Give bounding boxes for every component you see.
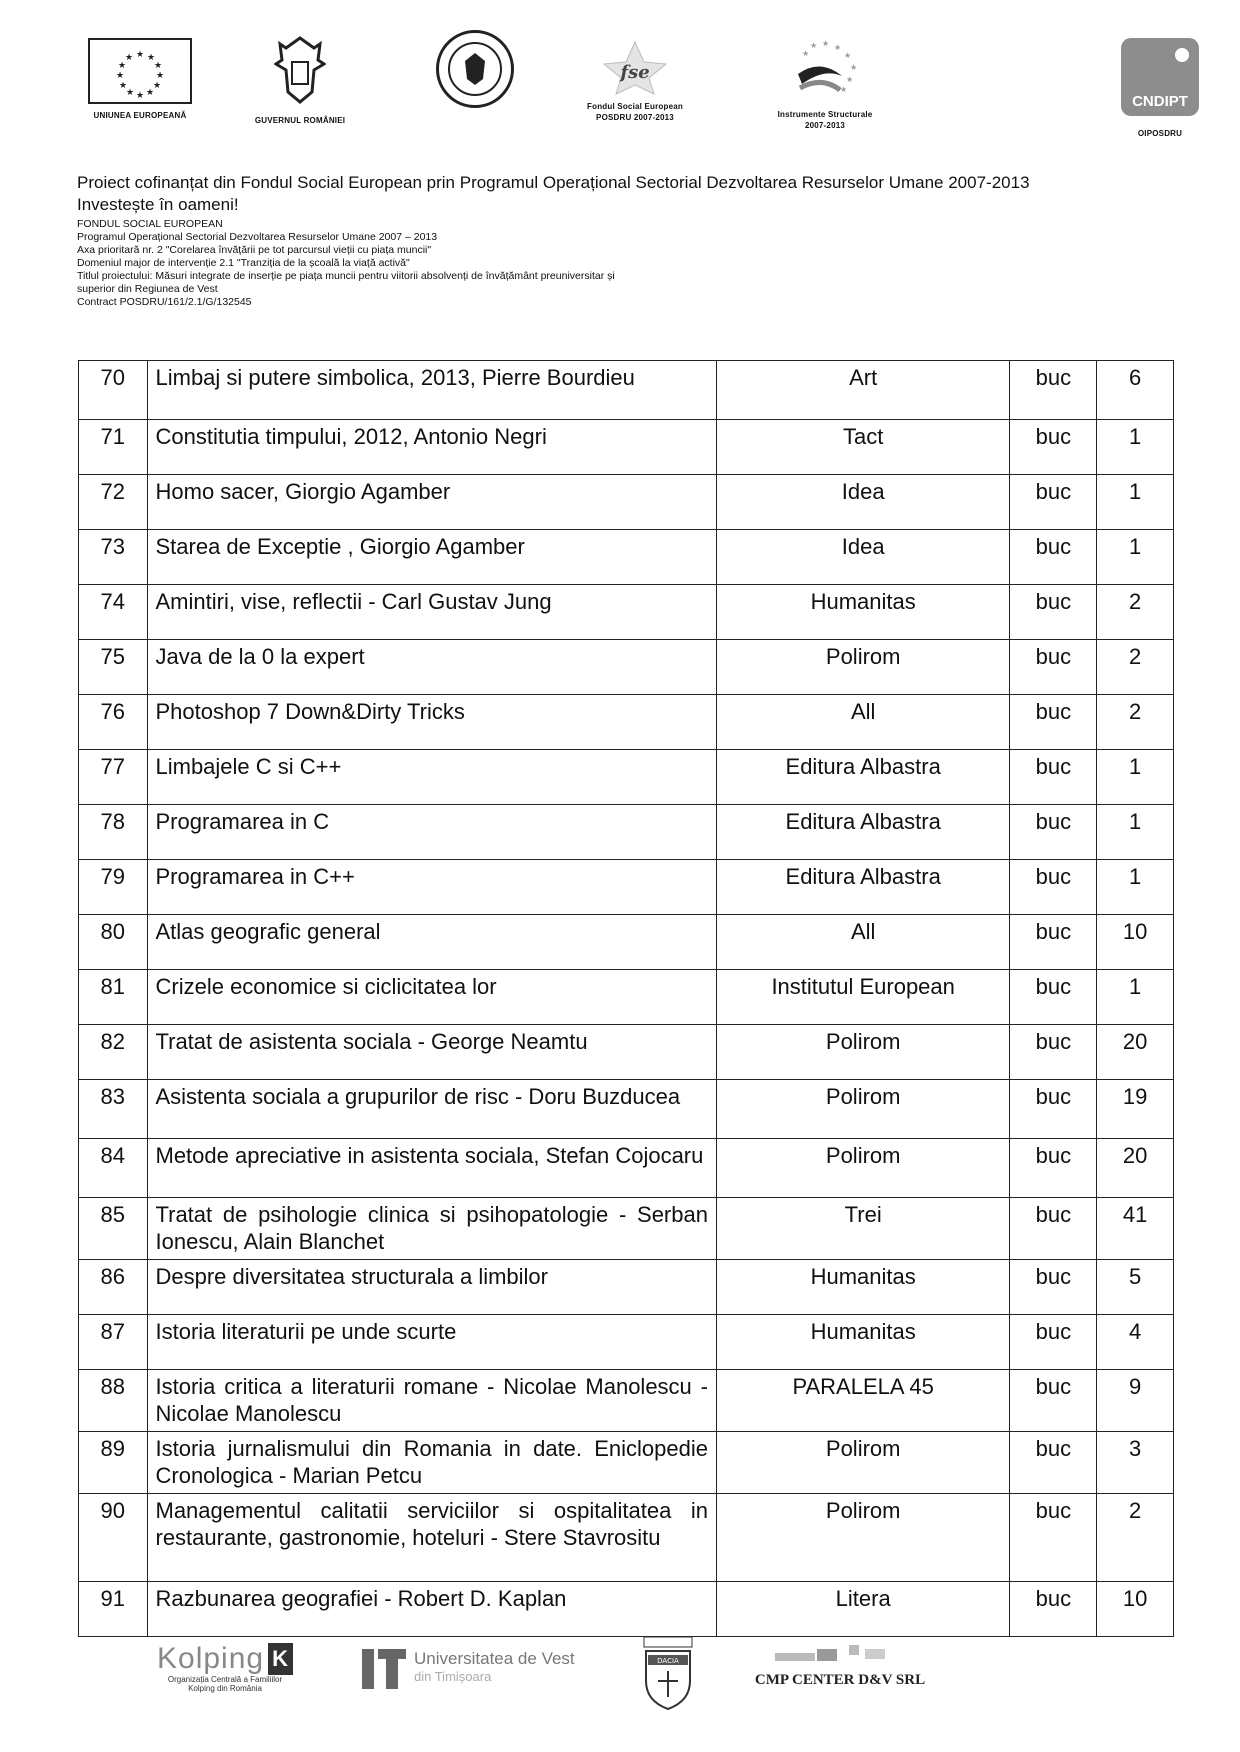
publisher: Polirom	[716, 1139, 1009, 1198]
book-title: Amintiri, vise, reflectii - Carl Gustav Jung	[147, 585, 716, 640]
fse-caption-2: POSDRU 2007-2013	[596, 113, 674, 122]
publisher: Polirom	[716, 1432, 1009, 1494]
svg-text:★: ★	[145, 88, 155, 98]
book-title: Programarea in C	[147, 805, 716, 860]
publisher: Idea	[716, 530, 1009, 585]
row-number: 77	[79, 750, 148, 805]
svg-text:★: ★	[844, 51, 852, 60]
publisher: Tact	[716, 420, 1009, 475]
book-title: Starea de Exceptie , Giorgio Agamber	[147, 530, 716, 585]
svg-text:★: ★	[124, 53, 134, 63]
dacia-label: DACIA	[657, 1657, 679, 1665]
dacia-crest-icon	[640, 1635, 696, 1711]
gov-caption: GUVERNUL ROMÂNIEI	[254, 116, 346, 125]
unit: buc	[1010, 1198, 1097, 1260]
fse-logo	[570, 40, 700, 123]
publisher: Art	[716, 361, 1009, 420]
kolping-logo	[140, 1643, 310, 1693]
quantity: 9	[1097, 1370, 1174, 1432]
table-row	[79, 640, 1174, 695]
oiposdru-caption: OIPOSDRU	[1137, 129, 1183, 138]
detail-line: Domeniul major de intervenție 2.1 "Tranziția de la școală la viață activă"	[77, 257, 410, 269]
detail-line: Titlul proiectului: Măsuri integrate de inserție pe piața muncii pentru viitorii absolvenți de învățământ preuniversitar și	[77, 270, 615, 282]
structural-instruments-icon	[780, 38, 870, 104]
quantity: 20	[1097, 1025, 1174, 1080]
svg-text:★: ★	[810, 41, 818, 50]
unit: buc	[1010, 420, 1097, 475]
book-title: Despre diversitatea structurala a limbilor	[147, 1260, 716, 1315]
table-row	[79, 970, 1174, 1025]
fse-mark: fse	[620, 62, 650, 83]
book-title: Java de la 0 la expert	[147, 640, 716, 695]
row-number: 87	[79, 1315, 148, 1370]
project-header	[77, 172, 1177, 309]
book-title: Metode apreciative in asistenta sociala, Stefan Cojocaru	[147, 1139, 716, 1198]
publisher: Editura Albastra	[716, 750, 1009, 805]
cndipt-mark: CNDIPT	[1132, 93, 1188, 110]
svg-text:★: ★	[822, 39, 830, 48]
publisher: Humanitas	[716, 1315, 1009, 1370]
uvt-city: din Timișoara	[414, 1669, 492, 1684]
svg-text:★: ★	[850, 63, 858, 72]
detail-line: Programul Operațional Sectorial Dezvoltarea Resurselor Umane 2007 – 2013	[77, 231, 438, 243]
publisher: Polirom	[716, 1025, 1009, 1080]
table-row	[79, 1370, 1174, 1432]
table-row	[79, 1582, 1174, 1637]
row-number: 81	[79, 970, 148, 1025]
unit: buc	[1010, 585, 1097, 640]
is-caption-1: Instrumente Structurale	[777, 110, 873, 119]
fse-star-icon	[600, 40, 670, 96]
book-list-table	[78, 360, 1174, 1637]
svg-text:★: ★	[146, 53, 156, 63]
publisher: Polirom	[716, 640, 1009, 695]
book-title: Limbaj si putere simbolica, 2013, Pierre Bourdieu	[147, 361, 716, 420]
row-number: 89	[79, 1432, 148, 1494]
row-number: 78	[79, 805, 148, 860]
book-title: Managementul calitatii serviciilor si ospitalitatea in restaurante, gastronomie, hoteluri - Stere Stavrositu	[147, 1494, 716, 1582]
quantity: 1	[1097, 750, 1174, 805]
romanian-seal-icon	[436, 30, 514, 108]
detail-line: Axa prioritară nr. 2 "Corelarea învățării pe tot parcursul vieții cu piața muncii"	[77, 244, 432, 256]
svg-text:★: ★	[135, 50, 145, 60]
cmp-logo	[740, 1643, 940, 1689]
eu-logo	[80, 38, 200, 121]
book-title: Programarea in C++	[147, 860, 716, 915]
book-title: Istoria literaturii pe unde scurte	[147, 1315, 716, 1370]
unit: buc	[1010, 640, 1097, 695]
book-title: Limbajele C si C++	[147, 750, 716, 805]
table-row	[79, 695, 1174, 750]
quantity: 20	[1097, 1139, 1174, 1198]
svg-text:★: ★	[118, 81, 128, 91]
quantity: 1	[1097, 420, 1174, 475]
cndipt-icon	[1121, 38, 1199, 116]
slogan-line: Investește în oameni!	[77, 195, 239, 214]
book-title: Constitutia timpului, 2012, Antonio Negri	[147, 420, 716, 475]
row-number: 70	[79, 361, 148, 420]
quantity: 1	[1097, 805, 1174, 860]
svg-text:★: ★	[115, 71, 125, 81]
table-row	[79, 750, 1174, 805]
uvt-logo	[360, 1645, 600, 1693]
gov-logo	[240, 34, 360, 126]
unit: buc	[1010, 1494, 1097, 1582]
svg-text:★: ★	[125, 88, 135, 98]
publisher: All	[716, 695, 1009, 750]
unit: buc	[1010, 530, 1097, 585]
partner-logos-footer	[0, 1635, 1240, 1725]
svg-text:★: ★	[846, 75, 854, 84]
seal-logo	[430, 30, 520, 108]
book-title: Razbunarea geografiei - Robert D. Kaplan	[147, 1582, 716, 1637]
cmp-name: CMP CENTER D&V SRL	[754, 1672, 926, 1688]
quantity: 10	[1097, 1582, 1174, 1637]
publisher: Idea	[716, 475, 1009, 530]
unit: buc	[1010, 695, 1097, 750]
table-row	[79, 1198, 1174, 1260]
kolping-sub-1: Organizația Centrală a Familiilor	[167, 1675, 283, 1684]
row-number: 76	[79, 695, 148, 750]
unit: buc	[1010, 475, 1097, 530]
book-title: Istoria jurnalismului din Romania in date. Eniclopedie Cronologica - Marian Petcu	[147, 1432, 716, 1494]
quantity: 4	[1097, 1315, 1174, 1370]
kolping-k-icon: K	[268, 1643, 293, 1675]
table-row	[79, 1494, 1174, 1582]
row-number: 84	[79, 1139, 148, 1198]
table-row	[79, 805, 1174, 860]
eu-flag-icon	[88, 38, 192, 104]
svg-text:★: ★	[840, 85, 848, 94]
partner-logos-header	[0, 30, 1240, 160]
coat-of-arms-icon	[274, 34, 326, 106]
row-number: 90	[79, 1494, 148, 1582]
cndipt-logo	[1105, 38, 1215, 139]
is-caption-2: 2007-2013	[804, 121, 846, 130]
row-number: 91	[79, 1582, 148, 1637]
unit: buc	[1010, 1260, 1097, 1315]
row-number: 80	[79, 915, 148, 970]
unit: buc	[1010, 361, 1097, 420]
table-row	[79, 475, 1174, 530]
book-title: Homo sacer, Giorgio Agamber	[147, 475, 716, 530]
quantity: 1	[1097, 475, 1174, 530]
row-number: 86	[79, 1260, 148, 1315]
table-row	[79, 1025, 1174, 1080]
quantity: 6	[1097, 361, 1174, 420]
svg-text:★: ★	[153, 61, 163, 71]
cmp-bars-icon	[755, 1643, 925, 1667]
quantity: 3	[1097, 1432, 1174, 1494]
book-title: Asistenta sociala a grupurilor de risc - Doru Buzducea	[147, 1080, 716, 1139]
table-row	[79, 1432, 1174, 1494]
publisher: Polirom	[716, 1494, 1009, 1582]
row-number: 71	[79, 420, 148, 475]
table-row	[79, 585, 1174, 640]
row-number: 72	[79, 475, 148, 530]
quantity: 41	[1097, 1198, 1174, 1260]
unit: buc	[1010, 805, 1097, 860]
detail-line: Contract POSDRU/161/2.1/G/132545	[77, 296, 252, 308]
unit: buc	[1010, 1139, 1097, 1198]
unit: buc	[1010, 1315, 1097, 1370]
publisher: Humanitas	[716, 585, 1009, 640]
table-row	[79, 915, 1174, 970]
quantity: 2	[1097, 695, 1174, 750]
row-number: 82	[79, 1025, 148, 1080]
svg-text:★: ★	[155, 71, 165, 81]
quantity: 5	[1097, 1260, 1174, 1315]
svg-text:★: ★	[117, 61, 127, 71]
unit: buc	[1010, 1080, 1097, 1139]
row-number: 74	[79, 585, 148, 640]
unit: buc	[1010, 1432, 1097, 1494]
quantity: 2	[1097, 585, 1174, 640]
publisher: Polirom	[716, 1080, 1009, 1139]
row-number: 88	[79, 1370, 148, 1432]
row-number: 79	[79, 860, 148, 915]
quantity: 2	[1097, 640, 1174, 695]
table-row	[79, 860, 1174, 915]
table-row	[79, 1139, 1174, 1198]
publisher: Humanitas	[716, 1260, 1009, 1315]
row-number: 73	[79, 530, 148, 585]
cofinance-line: Proiect cofinanțat din Fondul Social European prin Programul Operațional Sectorial Dezvoltarea Resurselor Umane 2007-2013	[77, 173, 1030, 192]
unit: buc	[1010, 860, 1097, 915]
unit: buc	[1010, 1025, 1097, 1080]
table-row	[79, 361, 1174, 420]
table-row	[79, 1315, 1174, 1370]
quantity: 1	[1097, 530, 1174, 585]
publisher: Trei	[716, 1198, 1009, 1260]
table-row	[79, 420, 1174, 475]
quantity: 2	[1097, 1494, 1174, 1582]
fse-caption-1: Fondul Social European	[587, 102, 683, 111]
quantity: 10	[1097, 915, 1174, 970]
book-title: Tratat de asistenta sociala - George Neamtu	[147, 1025, 716, 1080]
uvt-emblem-icon	[360, 1645, 408, 1693]
svg-text:★: ★	[152, 81, 162, 91]
quantity: 1	[1097, 970, 1174, 1025]
publisher: PARALELA 45	[716, 1370, 1009, 1432]
unit: buc	[1010, 915, 1097, 970]
structural-instruments-logo	[770, 38, 880, 131]
uvt-name: Universitatea de Vest	[414, 1649, 575, 1668]
dacia-crest-logo	[640, 1635, 700, 1716]
kolping-wordmark: Kolping	[157, 1642, 265, 1675]
publisher: Editura Albastra	[716, 805, 1009, 860]
detail-line: FONDUL SOCIAL EUROPEAN	[77, 218, 223, 230]
svg-text:★: ★	[135, 91, 145, 101]
publisher: All	[716, 915, 1009, 970]
table-row	[79, 530, 1174, 585]
book-title: Atlas geografic general	[147, 915, 716, 970]
unit: buc	[1010, 1370, 1097, 1432]
detail-line: superior din Regiunea de Vest	[77, 283, 218, 295]
book-title: Crizele economice si ciclicitatea lor	[147, 970, 716, 1025]
table-row	[79, 1080, 1174, 1139]
book-title: Istoria critica a literaturii romane - Nicolae Manolescu - Nicolae Manolescu	[147, 1370, 716, 1432]
row-number: 85	[79, 1198, 148, 1260]
table-row	[79, 1260, 1174, 1315]
row-number: 75	[79, 640, 148, 695]
book-title: Tratat de psihologie clinica si psihopatologie - Serban Ionescu, Alain Blanchet	[147, 1198, 716, 1260]
publisher: Litera	[716, 1582, 1009, 1637]
publisher: Editura Albastra	[716, 860, 1009, 915]
row-number: 83	[79, 1080, 148, 1139]
project-details	[77, 218, 1177, 309]
quantity: 1	[1097, 860, 1174, 915]
quantity: 19	[1097, 1080, 1174, 1139]
svg-text:★: ★	[834, 43, 842, 52]
book-title: Photoshop 7 Down&Dirty Tricks	[147, 695, 716, 750]
unit: buc	[1010, 1582, 1097, 1637]
unit: buc	[1010, 750, 1097, 805]
unit: buc	[1010, 970, 1097, 1025]
svg-text:★: ★	[802, 49, 810, 58]
kolping-sub-2: Kolping din România	[188, 1684, 262, 1693]
publisher: Institutul European	[716, 970, 1009, 1025]
eu-caption: UNIUNEA EUROPEANĂ	[93, 111, 187, 120]
